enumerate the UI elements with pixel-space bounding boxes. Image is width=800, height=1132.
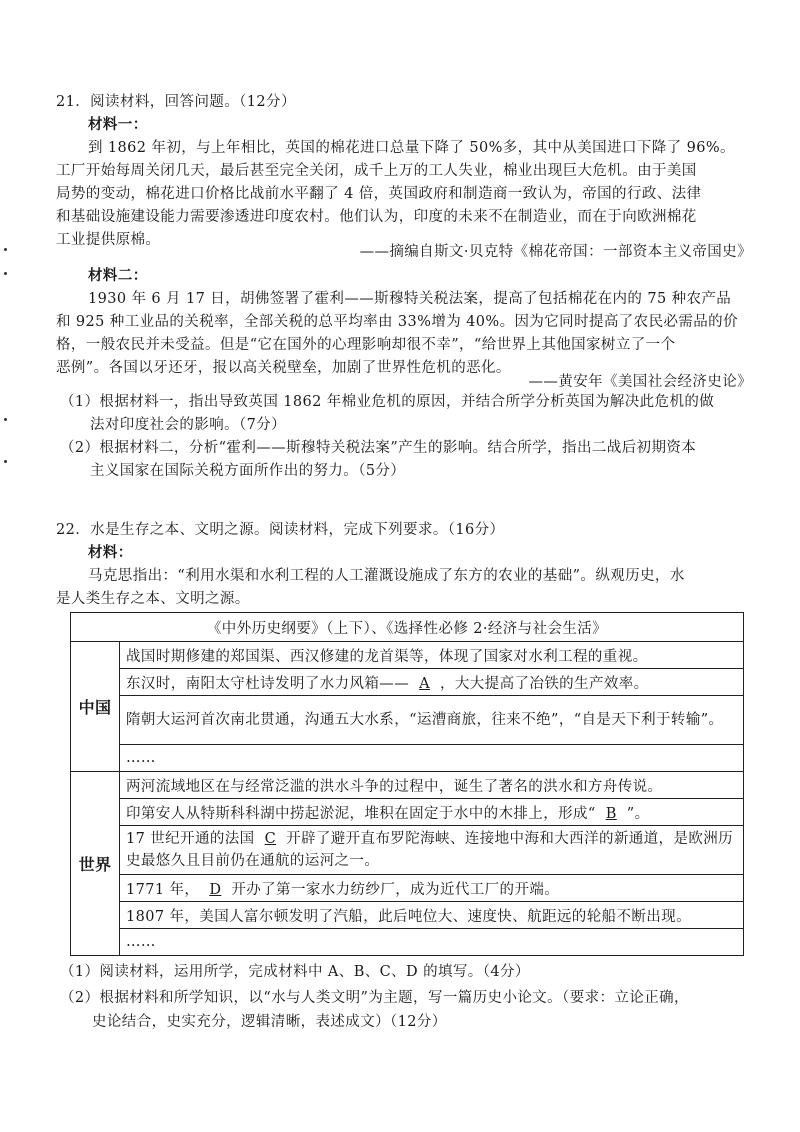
margin-dot — [4, 460, 7, 463]
q21-subquestion-2: （2）根据材料二，分析“霍利——斯穆特关税法案”产生的影响。结合所学，指出二战后初期资本 — [60, 440, 697, 456]
q22-subquestion-1: （1）阅读材料，运用所学，完成材料中 A、B、C、D 的填写。（4分） — [60, 964, 530, 980]
q22-title: 22．水是生存之本、文明之源。阅读材料，完成下列要求。（16分） — [56, 522, 505, 538]
q21-subquestion-1: （1）根据材料一，指出导致英国 1862 年棉业危机的原因，并结合所学分析英国为解决此危机的做 — [60, 394, 715, 410]
blank-d: D — [209, 881, 222, 898]
q21-subquestion-2-cont: 主义国家在国际关税方面所作出的努力。（5分） — [90, 463, 406, 479]
table-row: 隋朝大运河首次南北贯通，沟通五大水系，“运漕商旅，往来不绝”，“自是天下利于转输”。 — [120, 696, 744, 745]
q21-material2-label: 材料二： — [88, 267, 148, 284]
q21-material2-line: 和 925 种工业品的关税率，全部关税的总平均率由 33%增为 40%。因为它同时提高了农民必需品的价 — [56, 314, 738, 330]
q21-material1-line: 到 1862 年初，与上年相比，英国的棉花进口总量下降了 50%多，其中从美国进口下降了 96%。 — [88, 140, 735, 156]
blank-a: A — [419, 675, 430, 692]
q21-subquestion-1-cont: 法对印度社会的影响。（7分） — [90, 417, 287, 433]
q21-material1-label: 材料一： — [88, 116, 148, 133]
margin-dot — [4, 248, 7, 251]
q21-material1-line: 工厂开始每周关闭几天，最后甚至完全关闭，成千上万的工人失业，棉业出现巨大危机。由于美国 — [56, 163, 697, 179]
q22-intro-line: 马克思指出：“利用水渠和水利工程的人工灌溉设施成了东方的农业的基础”。纵观历史，水 — [88, 568, 685, 584]
table-row: 印第安人从特斯科科湖中捞起淤泥，堆积在固定于水中的木排上，形成“ B ”。 — [120, 799, 744, 826]
q21-material2-source: ——黄安年《美国社会经济史论》 — [528, 374, 752, 390]
table-row: 战国时期修建的郑国渠、西汉修建的龙首渠等，体现了国家对水利工程的重视。 — [120, 642, 744, 669]
q21-material2-line: 恶例”。各国以牙还牙，报以高关税壁垒，加剧了世界性危机的恶化。 — [56, 360, 511, 376]
q21-material1-line: 工业提供原棉。 — [56, 232, 161, 248]
q21-material1-source: ——摘编自斯文·贝克特《棉花帝国：一部资本主义帝国史》 — [359, 244, 752, 260]
table-row: …… — [120, 929, 744, 956]
blank-b: B — [605, 805, 617, 822]
margin-dot — [4, 418, 7, 421]
table-header: 《中外历史纲要》（上下）、《选择性必修 2·经济与社会生活》 — [71, 613, 744, 642]
region-world-label: 世界 — [71, 772, 120, 956]
table-row: …… — [120, 745, 744, 772]
q22-subquestion-2-cont: 史论结合，史实充分，逻辑清晰，表述成文）（12分） — [92, 1014, 447, 1030]
margin-dot — [4, 272, 7, 275]
q21-material1-line: 局势的变动，棉花进口价格比战前水平翻了 4 倍，英国政府和制造商一致认为，帝国的行政、法律 — [56, 186, 702, 202]
q22-subquestion-2: （2）根据材料和所学知识，以“水与人类文明”为主题，写一篇历史小论文。（要求：立论正确， — [60, 990, 689, 1006]
q22-material-label: 材料： — [88, 544, 133, 561]
blank-c: C — [264, 831, 277, 847]
q21-material2-line: 格，一般农民并未受益。但是“它在国外的心理影响却很不幸”，“给世界上其他国家树立了一个 — [56, 337, 676, 353]
region-china-label: 中国 — [71, 642, 120, 772]
table-row: 东汉时，南阳太守杜诗发明了水力风箱—— A ，大大提高了冶铁的生产效率。 — [120, 669, 744, 696]
table-row: 1807 年，美国人富尔顿发明了汽船，此后吨位大、速度快、航距远的轮船不断出现。 — [120, 902, 744, 929]
history-water-table — [70, 612, 744, 956]
table-row: 1771 年， D 开办了第一家水力纺纱厂，成为近代工厂的开端。 — [120, 875, 744, 902]
q22-intro-line: 是人类生存之本、文明之源。 — [56, 591, 250, 607]
q21-title: 21．阅读材料，回答问题。（12分） — [56, 94, 296, 110]
q21-material1-line: 和基础设施建设能力需要渗透进印度农村。他们认为，印度的未来不在制造业，而在于向欧洲棉花 — [56, 209, 697, 225]
q21-material2-line: 1930 年 6 月 17 日，胡佛签署了霍利——斯穆特关税法案，提高了包括棉花在内的 75 种农产品 — [88, 291, 732, 307]
table-row: 两河流域地区在与经常泛滥的洪水斗争的过程中，诞生了著名的洪水和方舟传说。 — [120, 772, 744, 799]
table-row: 17 世纪开通的法国 C 开辟了避开直布罗陀海峡、连接地中海和大西洋的新通道，是欧洲历史最悠久且目前仍在通航的运河之一。 — [120, 826, 744, 875]
